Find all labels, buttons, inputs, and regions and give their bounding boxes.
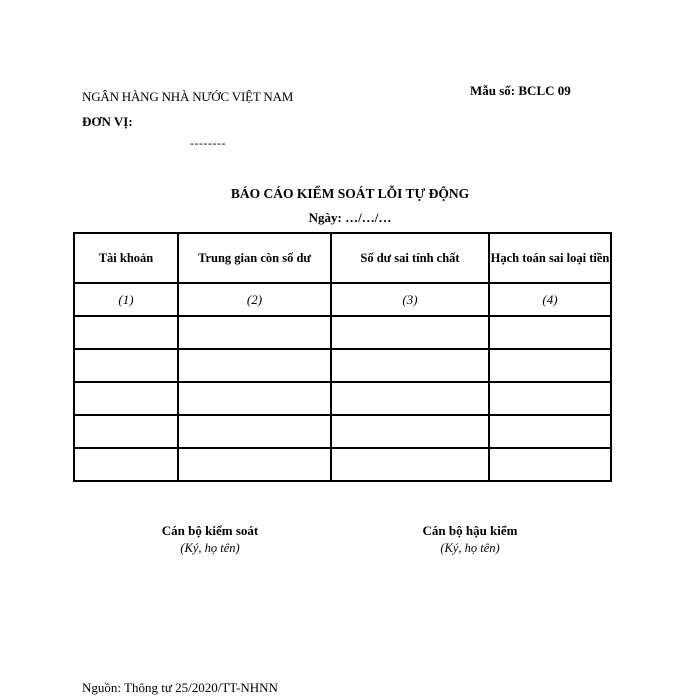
table-cell: [331, 448, 489, 481]
table-cell: [178, 316, 331, 349]
column-number: (3): [331, 283, 489, 316]
signature-note: (Ký, họ tên): [440, 541, 500, 555]
table-cell: [74, 415, 178, 448]
table-cell: [178, 349, 331, 382]
column-number: (4): [489, 283, 611, 316]
table-row: [74, 349, 611, 382]
table-cell: [74, 349, 178, 382]
report-title: BÁO CÁO KIỂM SOÁT LỖI TỰ ĐỘNG: [230, 186, 470, 201]
table-cell: [178, 382, 331, 415]
table-cell: [331, 415, 489, 448]
unit-label: ĐƠN VỊ:: [82, 114, 133, 129]
organization-name: NGÂN HÀNG NHÀ NƯỚC VIỆT NAM: [82, 89, 294, 104]
signature-role: Cán bộ hậu kiểm: [422, 523, 518, 538]
column-number: (2): [178, 283, 331, 316]
table-cell: [74, 382, 178, 415]
form-code: Mẫu số: BCLC 09: [470, 83, 571, 98]
signature-block-controller: [110, 523, 310, 556]
table-cell: [331, 316, 489, 349]
table-cell: [331, 349, 489, 382]
report-date: Ngày: …/…/…: [308, 210, 392, 225]
source-note: Nguồn: Thông tư 25/2020/TT-NHNN: [82, 680, 278, 695]
column-header-account: Tài khoản: [74, 233, 178, 283]
table-row: [74, 316, 611, 349]
table-cell: [489, 316, 611, 349]
table-cell: [489, 382, 611, 415]
column-number-row: [74, 283, 611, 316]
column-header-intermediate-balance: Trung gian còn số dư: [178, 233, 331, 283]
signature-block-post-auditor: [370, 523, 570, 556]
table-header-row: [74, 233, 611, 283]
table-row: [74, 382, 611, 415]
table-row: [74, 415, 611, 448]
table-cell: [178, 415, 331, 448]
table-cell: [489, 415, 611, 448]
table-cell: [178, 448, 331, 481]
table-cell: [331, 382, 489, 415]
column-number: (1): [74, 283, 178, 316]
report-table: [73, 232, 612, 482]
table-row: [74, 448, 611, 481]
signature-note: (Ký, họ tên): [180, 541, 240, 555]
table-cell: [74, 316, 178, 349]
column-header-wrong-nature-balance: Số dư sai tính chất: [331, 233, 489, 283]
column-header-wrong-currency: Hạch toán sai loại tiền: [489, 233, 611, 283]
separator-line: --------: [190, 136, 226, 150]
table-cell: [74, 448, 178, 481]
table-cell: [489, 349, 611, 382]
table-cell: [489, 448, 611, 481]
signature-role: Cán bộ kiểm soát: [161, 523, 259, 538]
